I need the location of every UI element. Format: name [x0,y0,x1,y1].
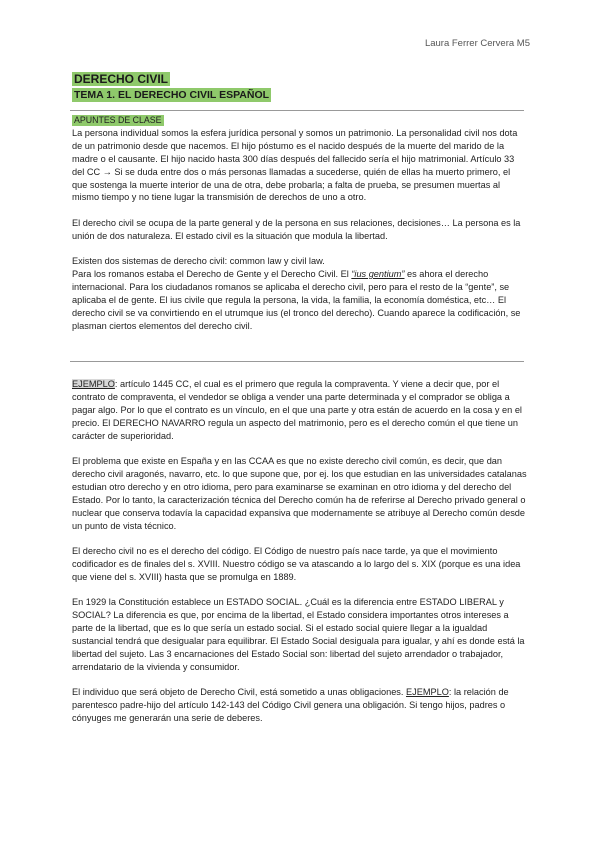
text-run: El individuo que será objeto de Derecho Civil, está sometido a unas obligaciones. [72,687,407,698]
paragraph-line: Existen dos sistemas de derecho civil: common law y civil law. [72,256,325,267]
paragraph: El derecho civil se ocupa de la parte general y de la persona en sus relaciones, decisiones… La persona es la unión de dos naturaleza. El estado civil es la situación que modula la libertad. [72,217,521,241]
title-block [72,72,271,102]
text-run: : la relación de parentesco padre-hijo del artículo 142-143 del Código Civil genera una obligación. Si tengo hijos, padres o cónyuges me generarán una serie de deberes. [72,687,509,723]
paragraph [72,378,528,443]
author-header: Laura Ferrer Cervera M5 [424,38,530,49]
ius-gentium-term: “ius gentium” [351,269,405,280]
paragraph: La persona individual somos la esfera jurídica personal y somos un patrimonio. La personalidad civil nos dota de un patrimonio desde que nacemos. El hijo póstumo es el nacido después de la muerte del marido de la madre o el causante. El hijo nacido hasta 300 días después del fallecido sería el hijo matrimonial. Artículo 33 del CC → Si se duda entre dos o más personas llamadas a sucederse, quién de ellas ha muerto primero, el que sostenga la muerte interior de una de otra, debe probarla; a falta de prueba, se presumen muertas al mismo tiempo y no tiene lugar la transmisión de derechos de uno a otro. [72,127,518,203]
paragraph: El problema que existe en España y en las CCAA es que no existe derecho civil común, es decir, que dan derecho civil aragonés, navarro, etc. lo que supone que, por ej. los que estudian en las universidades catalanas estudian otro derecho y en otro idioma, pero para examinarse se examinan en otro idioma y del derecho del Estado. Por lo tanto, la caracterización técnica del Derecho común ha de referirse al Derecho privado general o nuclear que conserva todavía la capacidad expansiva que modernamente se atribuye al Derecho común desde un punto de vista técnico. [72,456,527,531]
paragraph: En 1929 la Constitución establece un ESTADO SOCIAL. ¿Cuál es la diferencia entre ESTADO LIBERAL y SOCIAL? La diferencia es que, por encima de la libertad, el Estado considera importantes otros intereses a parte de la libertad, que es lo que sería un estado social. Si el estado social quiere llegar a la igualdad sustancial tendrá que desigualar para equilibrar. El Estado Social desiguala para igualar, y ahí es donde está la libertad del sujeto. Las 3 encarnaciones del Estado Social son: libertad del sujeto arrendador o trabajador, arrendatario de la vivienda y consumidor. [72,597,525,672]
ejemplo-label: EJEMPLO [406,687,449,698]
paragraph [72,255,528,332]
body-section [72,378,528,737]
text-run: Para los romanos estaba el Derecho de Gente y el Derecho Civil. El [72,269,352,280]
separator-line [70,110,524,111]
text-run: es ahora el derecho internacional. Para los ciudadanos romanos se aplicaba el derecho civil, pero para el resto de la “gente”, se aplicaba el de gente. El ius civile que regula la persona, la vida, la familia, la economía doméstica, etc… El derecho civil se va convirtiendo en el utrumque ius (el tronco del derecho). Cuando aparece la codificación, se plasman ciertos elementos del derecho civil. [72,269,521,331]
apuntes-section [72,114,528,333]
document-title: DERECHO CIVIL [74,72,169,86]
document-subtitle: TEMA 1. EL DERECHO CIVIL ESPAÑOL [74,89,270,101]
apuntes-label: APUNTES DE CLASE [74,115,162,125]
text-run: : artículo 1445 CC, el cual es el primero que regula la compraventa. Y viene a decir que, por el contrato de compraventa, el vendedor se obliga a vender una parte determinada y el comprador se obliga a pagar algo. Por lo que el contrato es un vínculo, en el que una parte y otra están de acuerdo en la cosa y en el precio. El DERECHO NAVARRO regula un aspecto del matrimonio, pero es el derecho común el que tiene un carácter de superioridad. [72,379,522,441]
separator-line [70,361,524,362]
paragraph [72,686,528,725]
ejemplo-label: EJEMPLO [72,379,115,389]
paragraph: El derecho civil no es el derecho del código. El Código de nuestro país nace tarde, ya que el movimiento codificador es de finales del s. XVIII. Nuestro código se va atascando a lo largo del s. XIX (porque es una idea que viene del s. XVIII) hasta que se promulga en 1889. [72,545,521,582]
